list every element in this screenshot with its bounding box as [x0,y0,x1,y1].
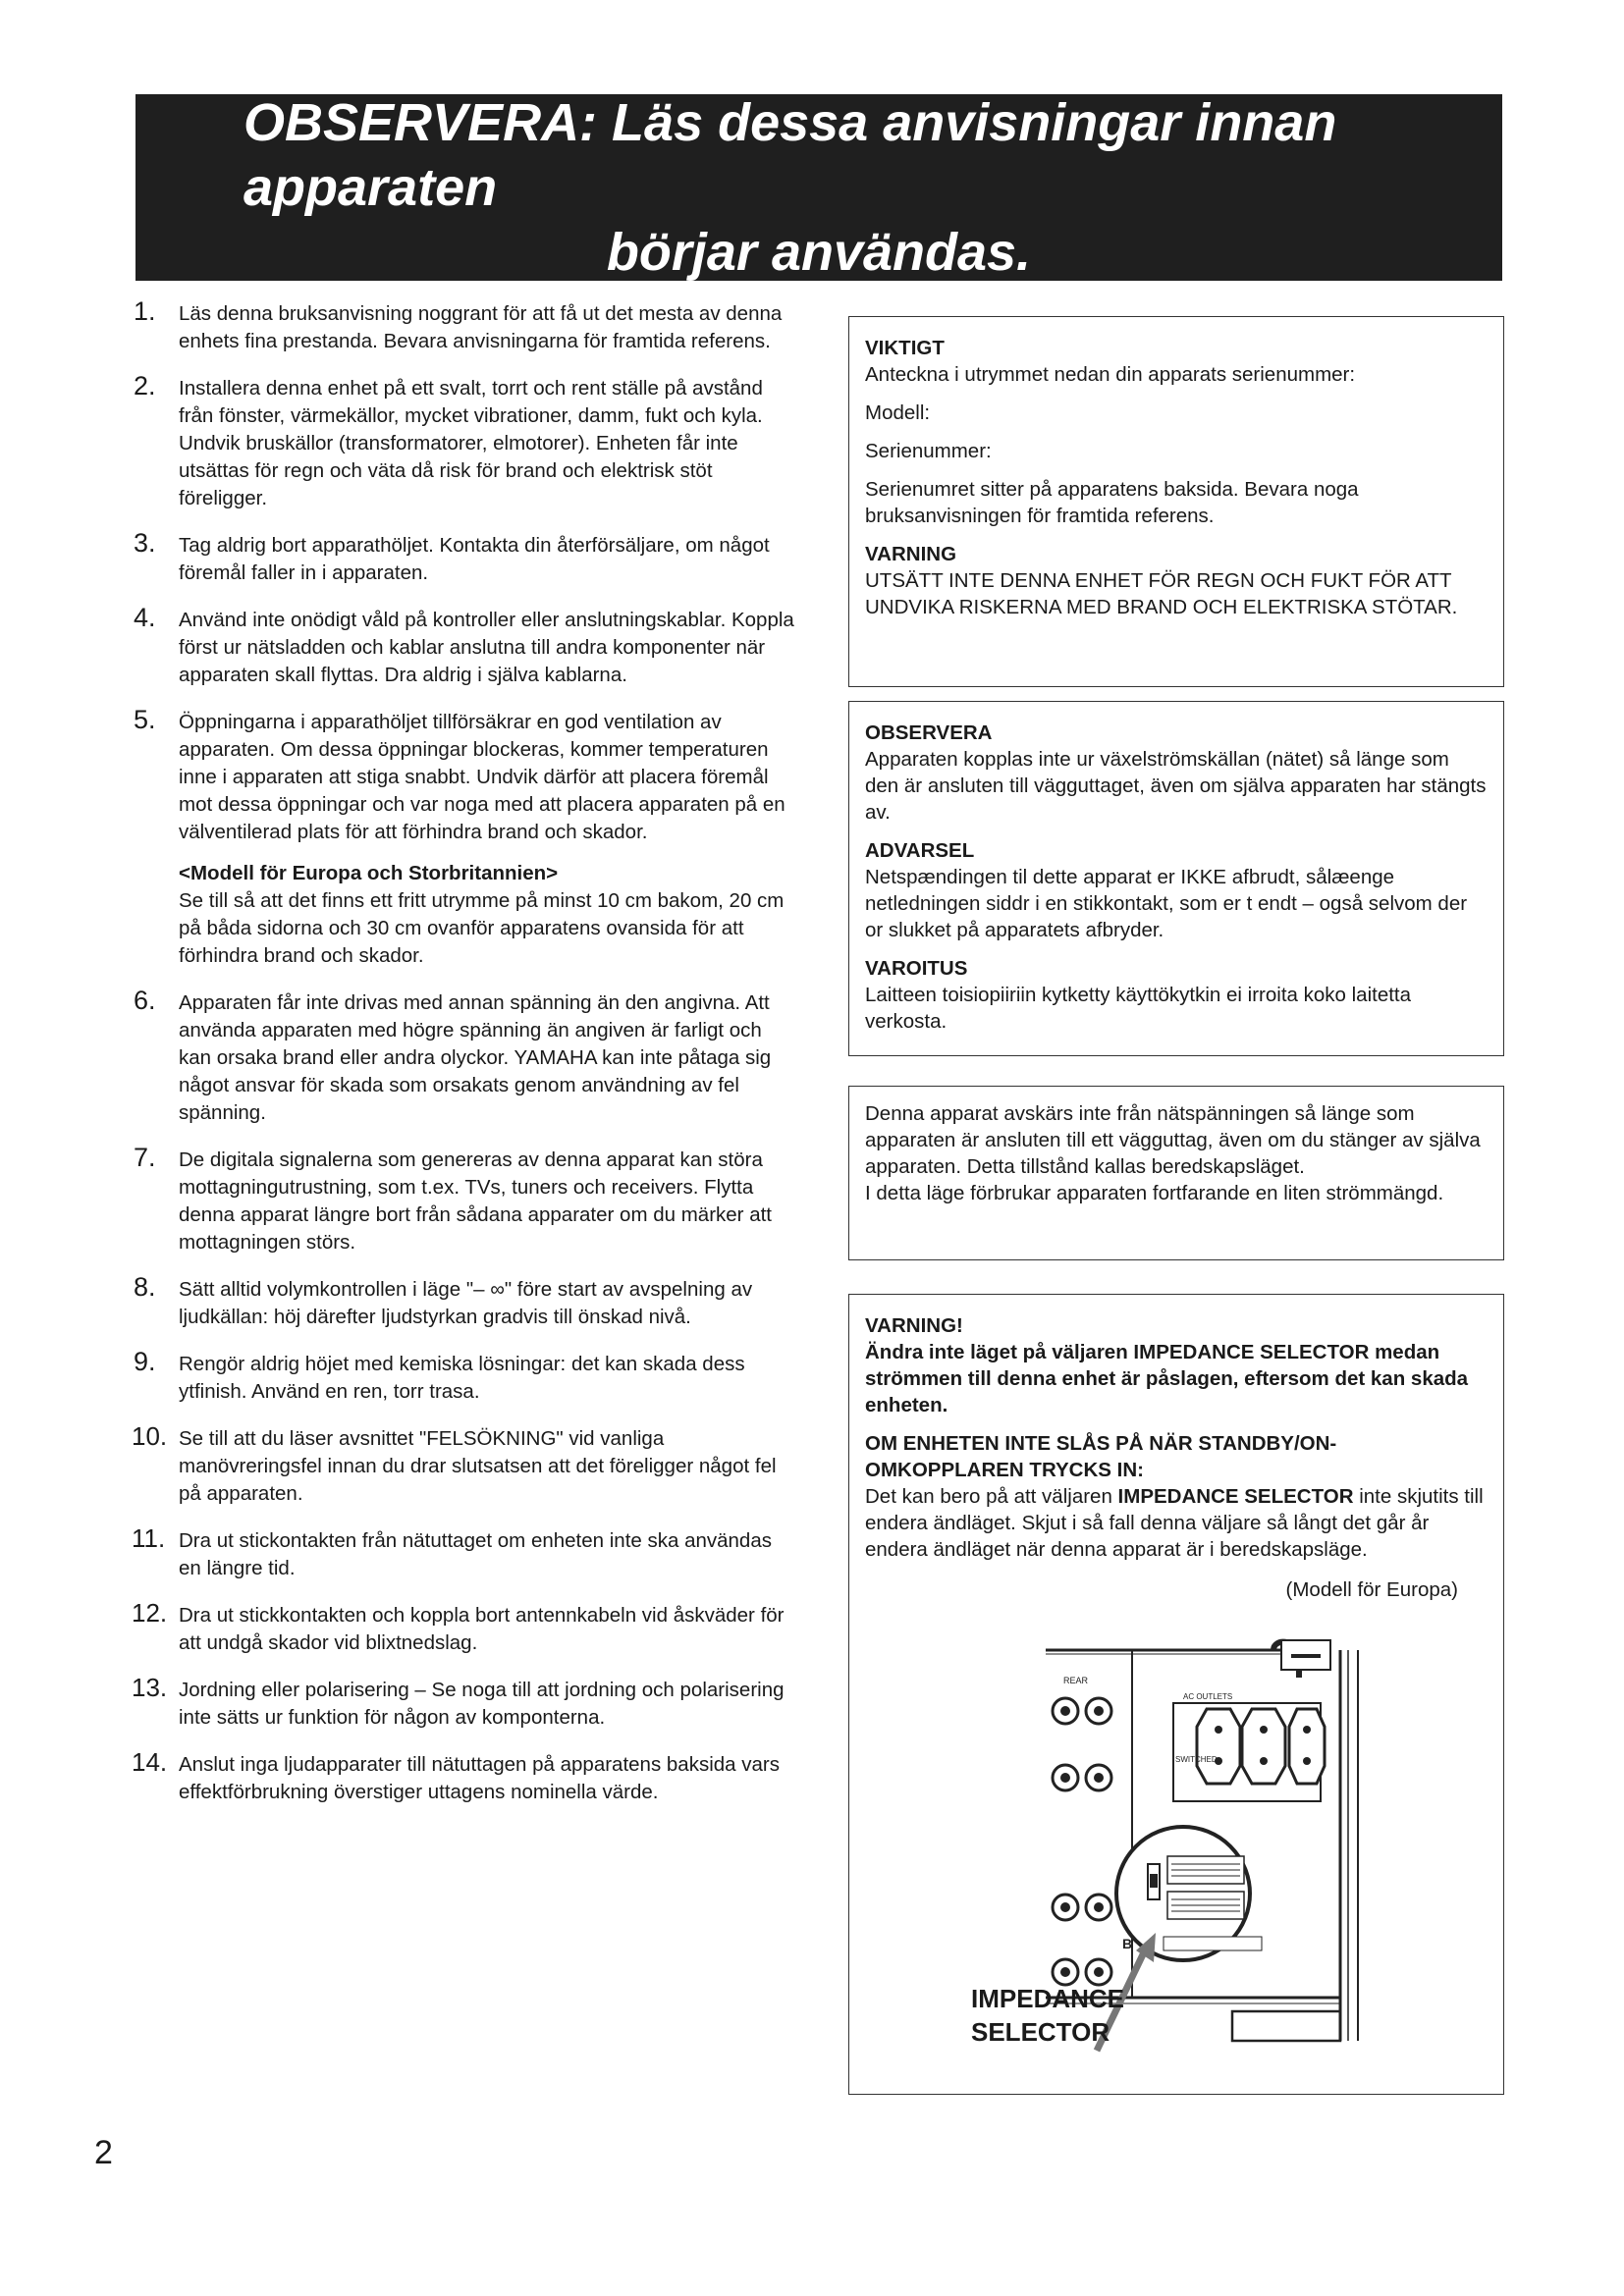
item-text: Anslut inga ljudapparater till nätuttagen på apparatens baksida vars effektförbrukning överstiger uttagens nominella värde. [179,1753,780,1803]
standby-text-2: I detta läge förbrukar apparaten fortfarande en liten strömmängd. [865,1182,1444,1204]
page-title-line-1: OBSERVERA: Läs dessa anvisningar innan apparaten [244,93,1337,217]
terminal-b-label: B [1122,1936,1133,1951]
item-text: De digitala signalerna som genereras av denna apparat kan störa mottagningutrustning, som t.ex. TVs, tuners och receivers. Flytta denna apparat längre bort från sådana apparater om du märker att mottagningen störs. [179,1148,772,1254]
figure-caption: (Modell för Europa) [1285,1578,1458,1601]
observera-heading: OBSERVERA [865,721,993,744]
item-number: 1. [134,296,156,326]
page-title-line-2: börjar användas. [606,223,1032,282]
item-text: Installera denna enhet på ett svalt, torrt och rent ställe på avstånd från fönster, värmekällor, mycket vibrationer, damm, fukt och kyla. Undvik bruskällor (transformatorer, elmotorer). Enheten får inte utsättas för regn och väta då risk för brand och elektrisk stöt föreligger. [179,377,763,509]
item-number: 8. [134,1272,156,1302]
instruction-item [128,705,795,970]
item-number: 10. [132,1421,168,1451]
instruction-item [128,296,795,355]
standby-sub-heading: OM ENHETEN INTE SLÅS PÅ NÄR STANDBY/ON-OMKOPPLAREN TRYCKS IN: [865,1432,1337,1481]
item-number: 3. [134,528,156,558]
instruction-list [128,296,795,1826]
instruction-item [128,1272,795,1331]
instruction-item [128,1747,795,1806]
observera-box [848,701,1504,1056]
impedance-selector-label [971,1982,1124,2049]
item-number: 14. [132,1747,168,1777]
instruction-item [128,1143,795,1256]
advarsel-text: Netspændingen til dette apparat er IKKE afbrudt, sålæenge netledningen siddr i en stikkontakt, som er t endt – også selvom der or slukket på apparatets afbryder. [865,866,1468,941]
instruction-item [128,986,795,1127]
page-title-banner [135,94,1502,281]
observera-text: Apparaten kopplas inte ur växelströmskällan (nätet) så länge som den är ansluten till vägguttaget, även om själva apparaten har stängts av. [865,748,1487,824]
item-text: Dra ut stickkontakten och koppla bort antennkabeln vid åskväder för att undgå skador vid blixtnedslag. [179,1604,785,1654]
instruction-item [128,1421,795,1508]
instruction-item [128,1598,795,1657]
instruction-item [128,528,795,587]
item-sub-text: Se till så att det finns ett fritt utrymme på minst 10 cm bakom, 20 cm på båda sidorna och 30 cm ovanför apparatens ovansida för att förhindra brand och skador. [179,889,785,967]
instruction-item [128,371,795,512]
varning-text: UTSÄTT INTE DENNA ENHET FÖR REGN OCH FUKT FÖR ATT UNDVIKA RISKERNA MED BRAND OCH ELEKTRISKA STÖTAR. [865,569,1458,618]
instruction-item [128,1523,795,1582]
viktigt-heading: VIKTIGT [865,337,945,359]
item-text: Använd inte onödigt våld på kontroller eller anslutningskablar. Koppla först ur nätsladden och kablar anslutna till andra komponenter när apparaten skall flyttas. Dra aldrig i själva kablarna. [179,609,794,686]
figure-label-line-1: IMPEDANCE [971,1984,1125,2013]
item-text: Apparaten får inte drivas med annan spänning än den angivna. Att använda apparaten med högre spänning än angiven är farligt och kan orsaka brand eller andra olyckor. YAMAHA kan inte påtaga sig något ansvar för skada som orsakats genom användning av fel spänning. [179,991,772,1124]
figure-label-line-2: SELECTOR [971,2017,1110,2047]
instruction-item [128,603,795,689]
switched-label: SWITCHED [1175,1755,1218,1764]
item-number: 13. [132,1673,168,1702]
item-text: Öppningarna i apparathöljet tillförsäkrar en god ventilation av apparaten. Om dessa öppningar blockeras, kommer temperaturen inne i apparaten att stiga snabbt. Undvik därför att placera föremål mot dessa öppningar och var noga med att placera apparaten på en välventilerad plats för att förhindra brand och skador. [179,711,785,843]
ac-outlets-label: AC OUTLETS [1183,1692,1233,1701]
varning-heading: VARNING [865,543,957,565]
instruction-bold-part: IMPEDANCE SELECTOR [1117,1485,1354,1508]
viktigt-box [848,316,1504,687]
item-sub-heading: <Modell för Europa och Storbritannien> [179,862,559,884]
item-number: 5. [134,705,156,734]
serial-label: Serienummer: [865,440,992,462]
advarsel-heading: ADVARSEL [865,839,975,862]
item-number: 9. [134,1347,156,1376]
model-label: Modell: [865,401,931,424]
item-text: Dra ut stickontakten från nätuttaget om enheten inte ska användas en längre tid. [179,1529,772,1579]
standby-box [848,1086,1504,1260]
item-text: Jordning eller polarisering – Se noga till att jordning och polarisering inte sätts ur funktion för någon av komponterna. [179,1679,785,1729]
impedance-warning-heading: VARNING! [865,1314,963,1337]
varoitus-text: Laitteen toisiopiiriin kytketty käyttökytkin ei irroita koko laitetta verkosta. [865,984,1412,1033]
item-number: 2. [134,371,156,400]
page-number: 2 [94,2134,113,2171]
instruction-item [128,1347,795,1406]
item-number: 6. [134,986,156,1015]
serial-note: Serienumret sitter på apparatens baksida. Bevara noga bruksanvisningen för framtida referens. [865,478,1359,527]
impedance-box [848,1294,1504,2095]
impedance-warning-text: Ändra inte läget på väljaren IMPEDANCE SELECTOR medan strömmen till denna enhet är påslagen, eftersom det kan skada enheten. [865,1341,1469,1416]
item-text: Sätt alltid volymkontrollen i läge "– ∞" före start av avspelning av ljudkällan: höj därefter ljudstyrkan gradvis till önskad nivå. [179,1278,753,1328]
instruction-part: inte skjutits till endera ändläget. Skjut i så fall denna väljare så långt det går år endera ändläget när denna apparat är i beredskapsläge. [865,1485,1484,1561]
item-number: 11. [132,1523,166,1553]
item-text: Läs denna bruksanvisning noggrant för att få ut det mesta av denna enhets fina prestanda. Bevara anvisningarna för framtida referens. [179,302,783,352]
item-number: 7. [134,1143,156,1172]
item-number: 4. [134,603,156,632]
standby-text: Denna apparat avskärs inte från nätspänningen så länge som apparaten är ansluten till ett vägguttag, även om du stänger av själva apparaten. Detta tillstånd kallas beredskapsläget. [865,1102,1481,1178]
item-text: Rengör aldrig höjet med kemiska lösningar: det kan skada dess ytfinish. Använd en ren, torr trasa. [179,1353,745,1403]
item-text: Tag aldrig bort apparathöljet. Kontakta din återförsäljare, om något föremål faller in i apparaten. [179,534,770,584]
viktigt-text: Anteckna i utrymmet nedan din apparats serienummer: [865,363,1356,386]
standby-instructions [865,1483,1488,1563]
instruction-part: Det kan bero på att väljaren [865,1485,1118,1508]
item-number: 12. [132,1598,168,1628]
varoitus-heading: VAROITUS [865,957,968,980]
item-text: Se till att du läser avsnittet "FELSÖKNING" vid vanliga manövreringsfel innan du drar slutsatsen att det föreligger något fel på apparaten. [179,1427,777,1505]
rear-label: REAR [1063,1676,1089,1685]
instruction-item [128,1673,795,1732]
